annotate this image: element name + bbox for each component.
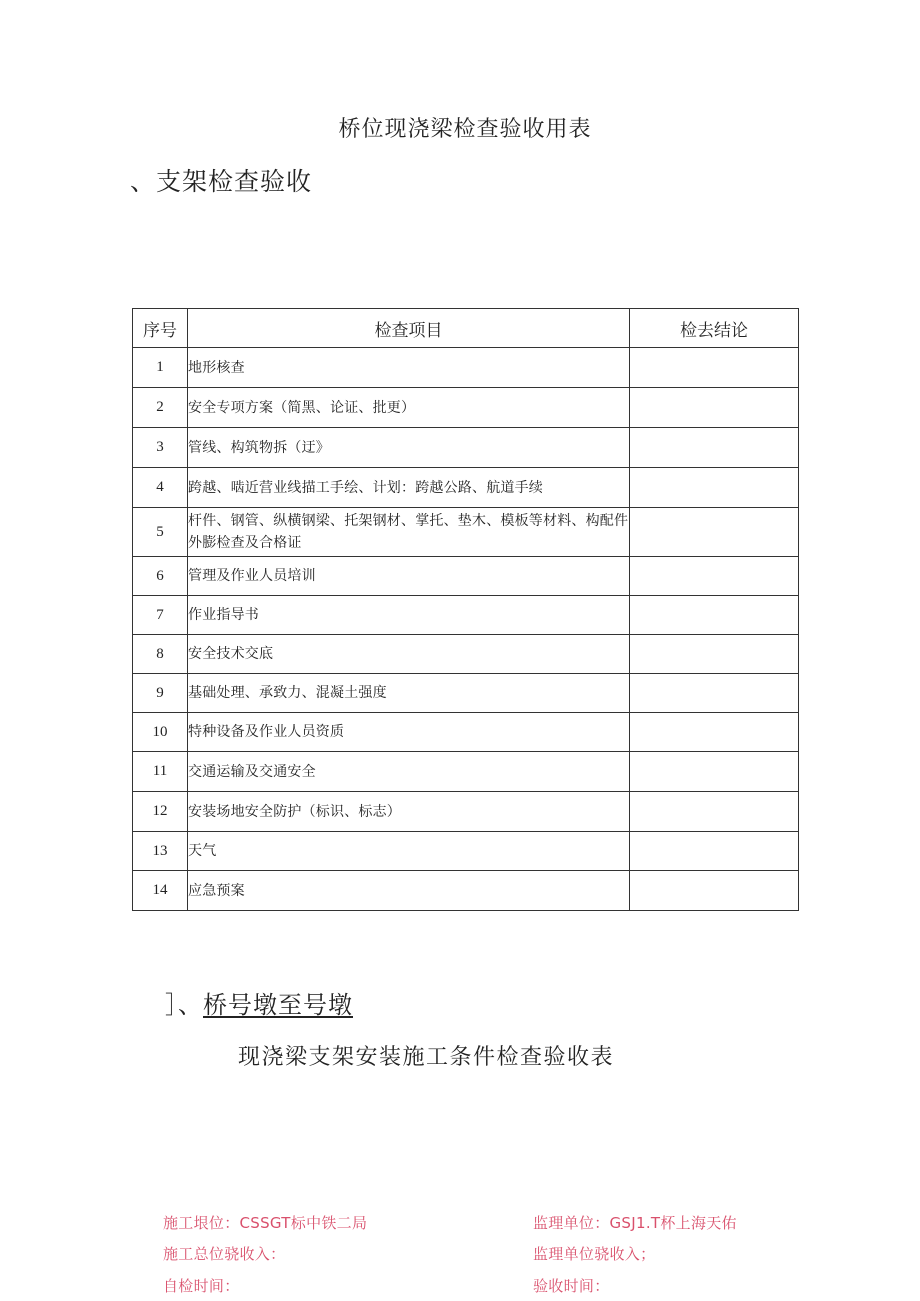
construction-unit-label: 施工垠位：CSSGT标中铁二局 — [163, 1214, 368, 1232]
row-result-cell[interactable] — [630, 713, 799, 752]
self-check-time-label: 自检时间： — [163, 1277, 240, 1295]
row-item: 应急预案 — [188, 871, 630, 911]
row-number: 8 — [133, 635, 188, 674]
row-result-cell[interactable] — [630, 508, 799, 557]
table-row — [133, 832, 799, 871]
header-serial-number: 序号 — [133, 309, 188, 348]
row-number: 13 — [133, 832, 188, 871]
row-item: 交通运输及交通安全 — [188, 752, 630, 792]
construction-acceptor-label: 施工总位骁收入： — [163, 1245, 286, 1263]
row-result-cell[interactable] — [630, 468, 799, 508]
row-number: 9 — [133, 674, 188, 713]
row-item: 地形核查 — [188, 348, 630, 388]
row-item: 安全专项方案（简黑、论证、批更） — [188, 388, 630, 428]
row-number: 14 — [133, 871, 188, 911]
acceptance-time-label: 验收时间： — [533, 1277, 610, 1295]
row-result-cell[interactable] — [630, 752, 799, 792]
row-number: 11 — [133, 752, 188, 792]
table-row — [133, 348, 799, 388]
table-row — [133, 871, 799, 911]
table-row — [133, 596, 799, 635]
supervision-acceptor-label: 监理单位骁收入； — [533, 1245, 656, 1263]
row-number: 6 — [133, 557, 188, 596]
row-number: 7 — [133, 596, 188, 635]
inspection-table — [132, 308, 799, 911]
bridge-pier-line — [165, 985, 353, 1020]
row-item: 基础处理、承致力、混凝土强度 — [188, 674, 630, 713]
row-number: 1 — [133, 348, 188, 388]
row-number: 4 — [133, 468, 188, 508]
supervision-unit-label: 监理单位：GSJ1.T杯上海天佑 — [533, 1214, 737, 1232]
row-item: 管理及作业人员培训 — [188, 557, 630, 596]
row-result-cell[interactable] — [630, 428, 799, 468]
row-number: 3 — [133, 428, 188, 468]
row-item: 跨越、啮近营业线描工手绘、计划：跨越公路、航道手续 — [188, 468, 630, 508]
table-row — [133, 752, 799, 792]
row-result-cell[interactable] — [630, 348, 799, 388]
table-row — [133, 792, 799, 832]
table-row — [133, 557, 799, 596]
table-row — [133, 428, 799, 468]
row-item: 杆件、钢管、纵横钢梁、托架钢材、掌托、垫木、模板等材料、构配件外膨检查及合格证 — [188, 508, 630, 557]
row-result-cell[interactable] — [630, 596, 799, 635]
table-row — [133, 635, 799, 674]
row-result-cell[interactable] — [630, 635, 799, 674]
row-item: 安全技术交底 — [188, 635, 630, 674]
table-row — [133, 388, 799, 428]
header-inspection-item: 检查项目 — [188, 309, 630, 348]
row-result-cell[interactable] — [630, 557, 799, 596]
row-item: 管线、构筑物拆（迂》 — [188, 428, 630, 468]
row-result-cell[interactable] — [630, 871, 799, 911]
header-inspection-result: 检去结论 — [630, 309, 799, 348]
row-number: 12 — [133, 792, 188, 832]
sub-title: 现浇梁支架安装施工条件检查验收表 — [238, 1045, 615, 1070]
row-result-cell[interactable] — [630, 792, 799, 832]
row-item: 特种设备及作业人员资质 — [188, 713, 630, 752]
row-result-cell[interactable] — [630, 832, 799, 871]
row-result-cell[interactable] — [630, 674, 799, 713]
row-number: 5 — [133, 508, 188, 557]
bridge-pier-range: 桥号墩至号墩 — [203, 991, 353, 1019]
row-number: 10 — [133, 713, 188, 752]
row-result-cell[interactable] — [630, 388, 799, 428]
row-item: 作业指导书 — [188, 596, 630, 635]
section-heading: 、支架检查验收 — [130, 167, 313, 196]
row-item: 天气 — [188, 832, 630, 871]
page-title: 桥位现浇梁检查验收用表 — [338, 117, 592, 142]
bridge-line-prefix: ］、 — [165, 991, 203, 1019]
table-row — [133, 508, 799, 557]
row-number: 2 — [133, 388, 188, 428]
table-header-row — [133, 309, 799, 348]
table-row — [133, 713, 799, 752]
row-item: 安装场地安全防护（标识、标志） — [188, 792, 630, 832]
table-row — [133, 674, 799, 713]
table-row — [133, 468, 799, 508]
